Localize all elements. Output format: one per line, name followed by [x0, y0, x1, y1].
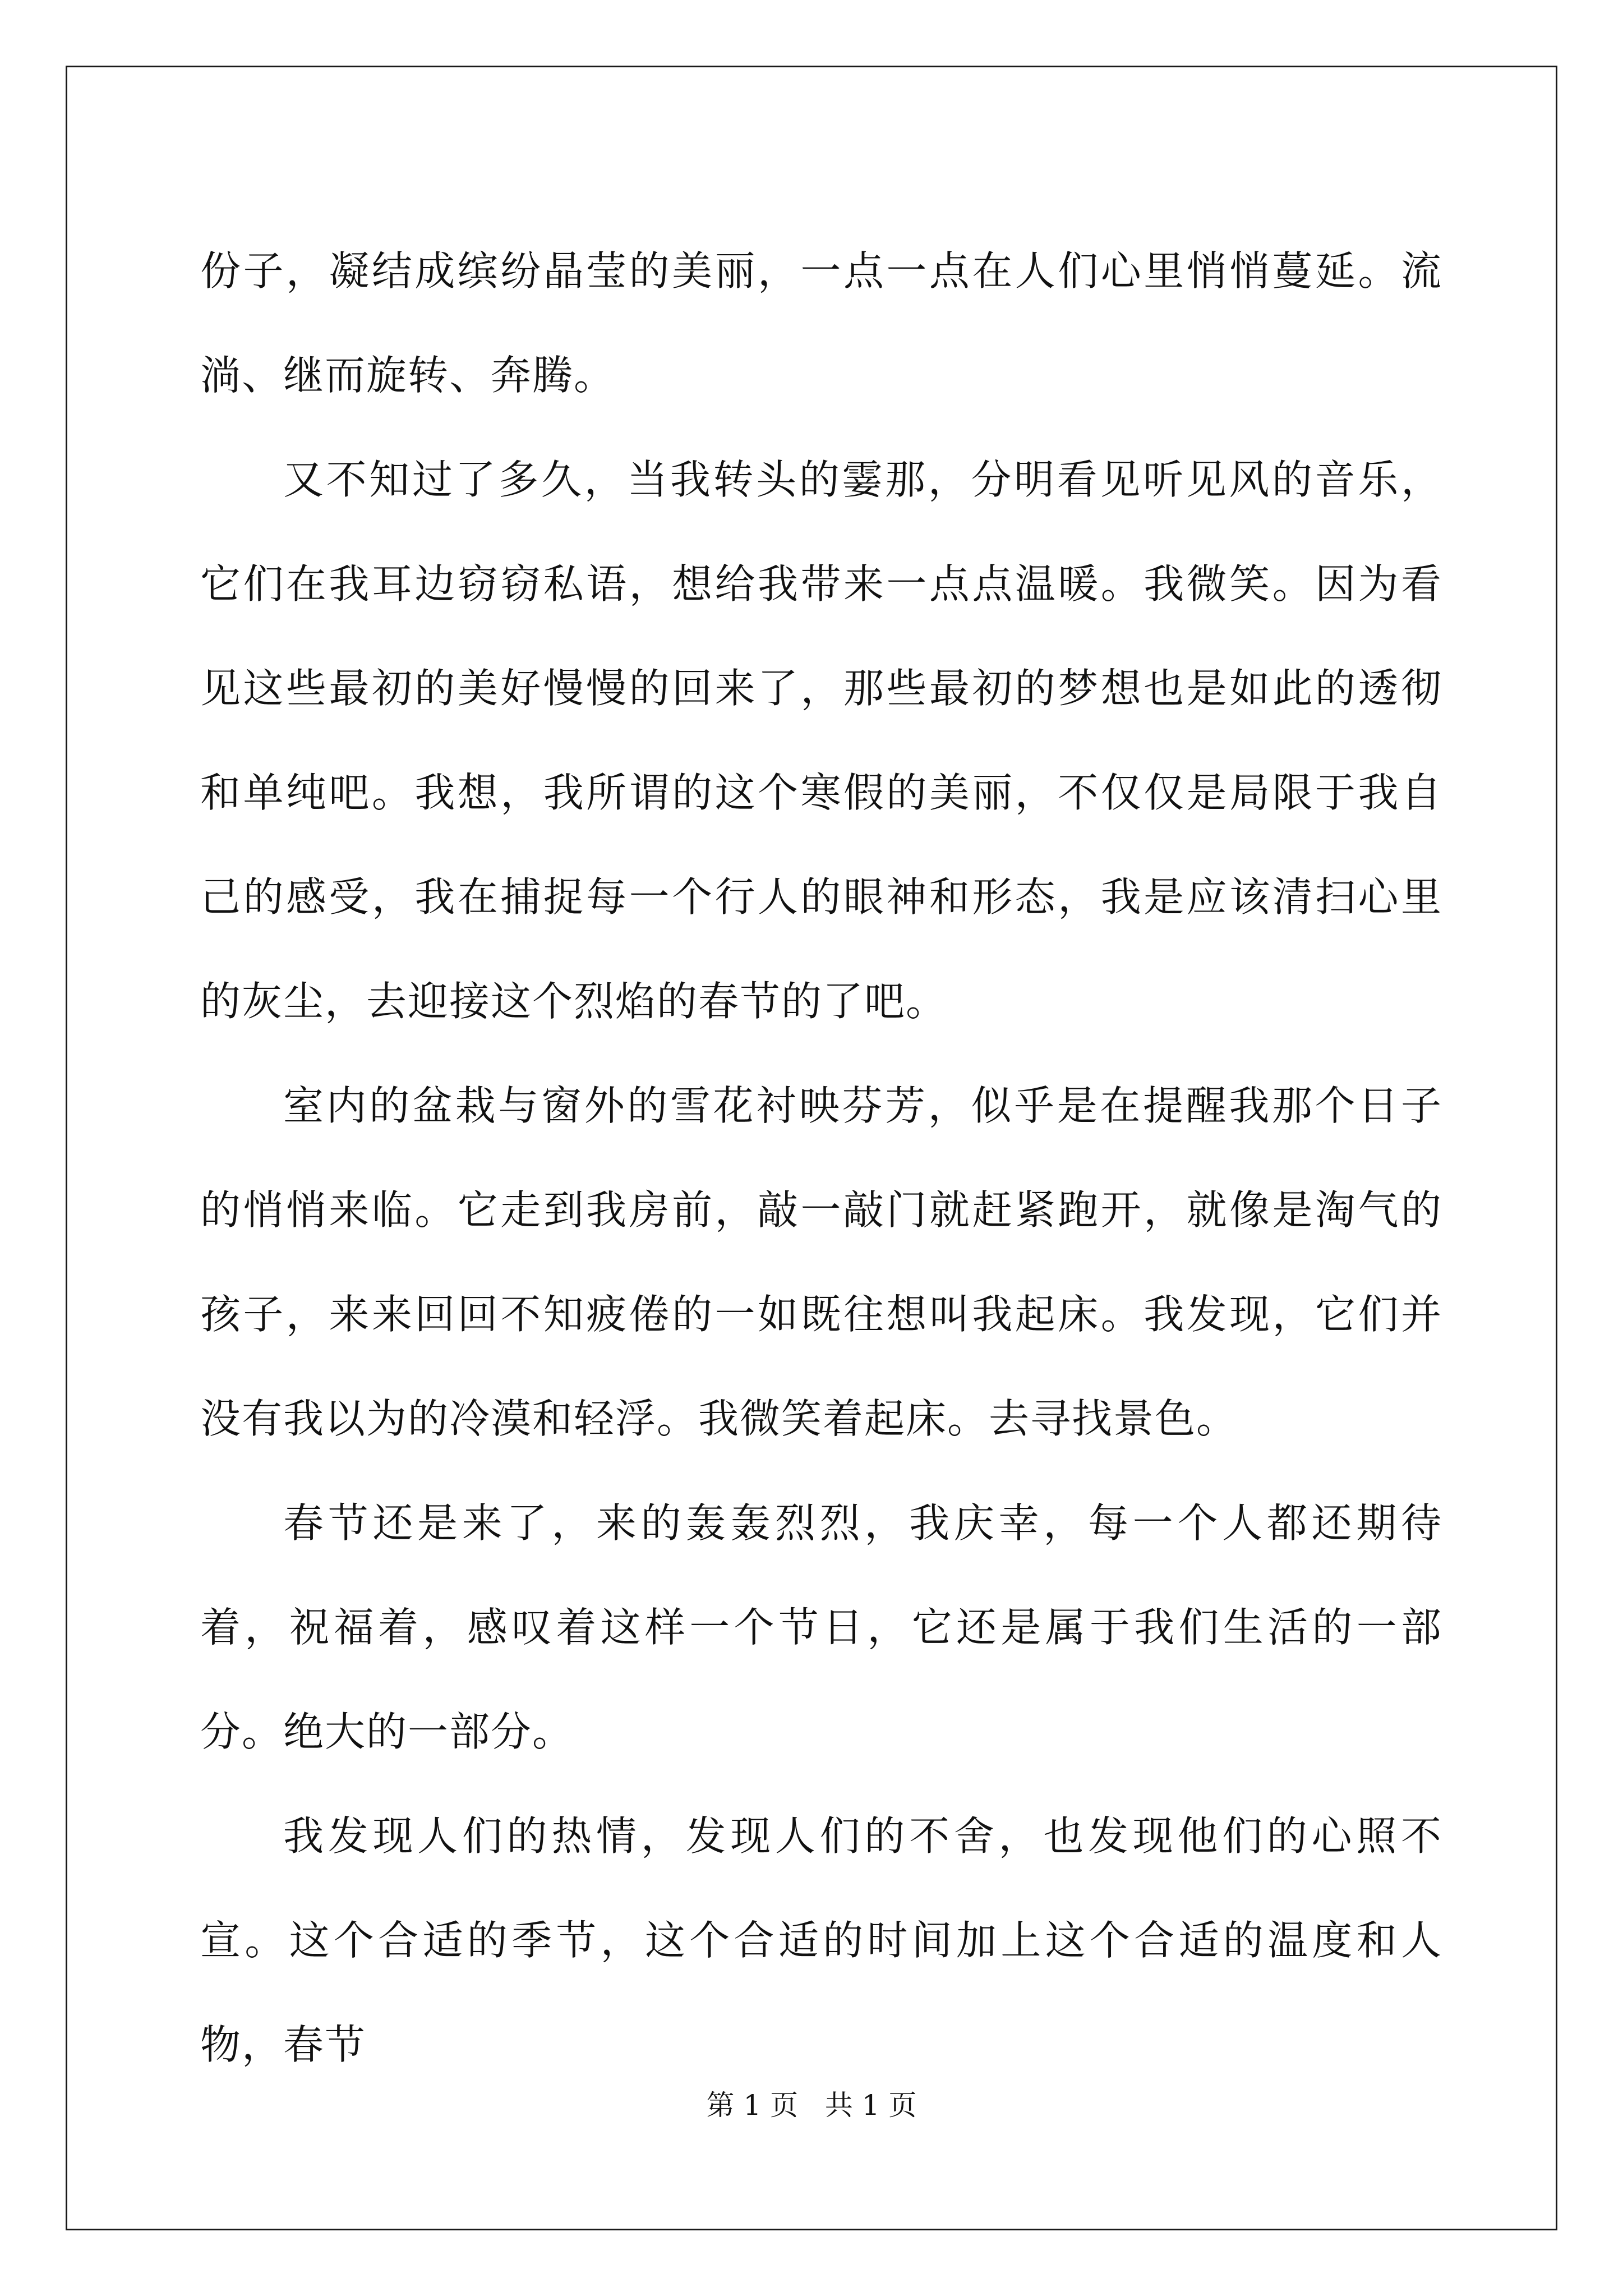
page-number-label: 第 1 页 共 1 页 [706, 2089, 917, 2122]
paragraph-2: 又不知过了多久，当我转头的霎那，分明看见听见风的音乐，它们在我耳边窃窃私语，想给我带来一点点温暖。我微笑。因为看见这些最初的美好慢慢的回来了，那些最初的梦想也是如此的透彻和单纯吧。我想，我所谓的这个寒假的美丽，不仅仅是局限于我自己的感受，我在捕捉每一个行人的眼神和形态，我是应该清扫心里的灰尘，去迎接这个烈焰的春节的了吧。 [200, 456, 1442, 1025]
paragraph-3: 室内的盆栽与窗外的雪花衬映芬芳，似乎是在提醒我那个日子的悄悄来临。它走到我房前，敲一敲门就赶紧跑开，就像是淘气的孩子，来来回回不知疲倦的一如既往想叫我起床。我发现，它们并没有我以为的冷漠和轻浮。我微笑着起床。去寻找景色。 [200, 1082, 1442, 1442]
document-body [200, 219, 1442, 2097]
page-footer [0, 2088, 1623, 2122]
paragraph-4: 春节还是来了，来的轰轰烈烈，我庆幸，每一个人都还期待着，祝福着，感叹着这样一个节日，它还是属于我们生活的一部分。绝大的一部分。 [200, 1499, 1442, 1755]
paragraph-1: 份子，凝结成缤纷晶莹的美丽，一点一点在人们心里悄悄蔓延。流淌、继而旋转、奔腾。 [200, 247, 1442, 399]
paragraph-5: 我发现人们的热情，发现人们的不舍，也发现他们的心照不宣。这个合适的季节，这个合适的时间加上这个合适的温度和人物，春节 [200, 1812, 1442, 2068]
